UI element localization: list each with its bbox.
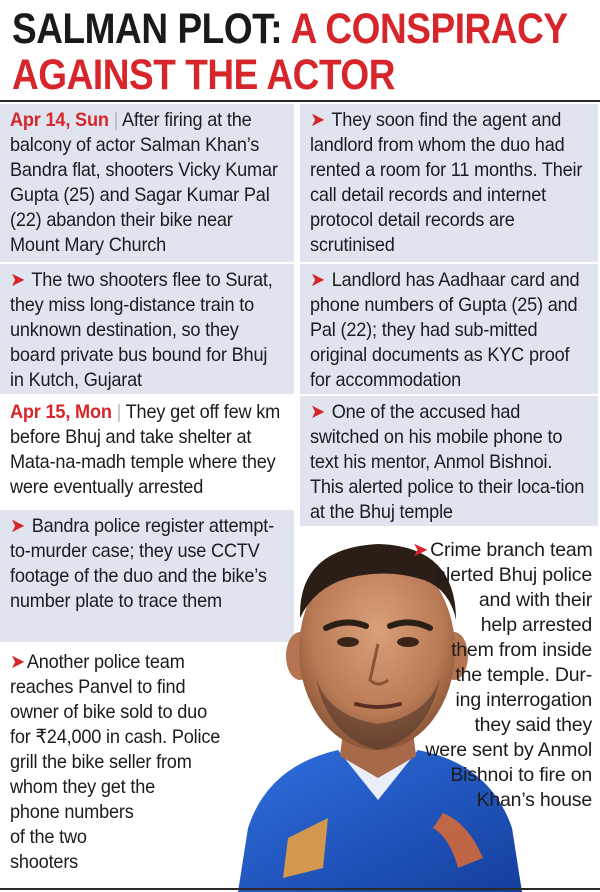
header-divider	[0, 100, 600, 102]
entry-line-4: help arrested	[480, 614, 592, 636]
timeline-entry-1	[0, 104, 294, 262]
arrow-icon: ➤	[310, 401, 326, 423]
arrow-icon: ➤	[412, 539, 429, 561]
entry-line-9: shooters	[10, 851, 79, 873]
entry-line-5: grill the bike seller from	[10, 751, 192, 773]
entry-line-8: of the two	[10, 826, 87, 848]
arrow-icon: ➤	[10, 515, 26, 537]
entry-line-3: and with their	[478, 589, 592, 611]
entry-line-7: ing interrogation	[455, 689, 592, 711]
headline	[12, 5, 568, 99]
entry-line-10: Bishnoi to fire on	[450, 764, 592, 786]
entry-date: Apr 14, Sun	[10, 109, 109, 131]
entry-text: After firing at the balcony of actor Salman Khan’s Bandra flat, shooters Vicky Kumar Gupta (25) and Sagar Kumar Pal (22) abandon their bike near Mount Mary Church	[10, 109, 278, 256]
entry-line-2: reaches Panvel to find	[10, 676, 186, 698]
bottom-divider	[0, 888, 600, 890]
timeline-entry-7	[300, 264, 598, 394]
entry-line-5: them from inside	[451, 639, 592, 661]
entry-line-6: whom they get the	[10, 776, 156, 798]
arrow-icon: ➤	[310, 269, 326, 291]
entry-line-9: were sent by Anmol	[425, 739, 592, 761]
entry-text: The two shooters flee to Surat, they miss long-distance train to unknown destination, so they board private bus bound for Bhuj in Kutch, Gujarat	[10, 269, 273, 391]
date-separator: |	[113, 109, 119, 131]
headline-line2: AGAINST THE ACTOR	[12, 51, 396, 99]
entry-text: They soon find the agent and landlord from whom the duo had rented a room for 11 months. Their call detail records and internet protocol detail records are scrutinised	[310, 109, 583, 256]
entry-line-1: ➤Another police team	[10, 651, 185, 673]
arrow-icon: ➤	[10, 269, 26, 291]
entry-line-2: alerted Bhuj police	[435, 564, 592, 586]
headline-part2: A CONSPIRACY	[290, 5, 568, 53]
timeline-entry-9	[412, 538, 592, 813]
entry-line-3: owner of bike sold to duo	[10, 701, 207, 723]
entry-line-11: Khan’s house	[476, 789, 592, 811]
entry-line-8: they said they	[474, 714, 592, 736]
entry-line-6: the temple. Dur-	[455, 664, 592, 686]
date-separator: |	[116, 401, 122, 423]
header	[0, 0, 600, 100]
entry-line-7: phone numbers	[10, 801, 134, 823]
timeline-entry-2	[0, 264, 294, 394]
timeline-entry-6	[300, 104, 598, 262]
headline-part1: SALMAN PLOT:	[12, 5, 291, 53]
entry-line-1: ➤ Crime branch team	[412, 539, 593, 561]
entry-text: One of the accused had switched on his mobile phone to text his mentor, Anmol Bishnoi. This alerted police to their loca-tion at the Bhuj temple	[310, 401, 585, 523]
entry-text: They get off few km before Bhuj and take shelter at Mata-na-madh temple where they were eventually arrested	[10, 401, 281, 498]
entry-date: Apr 15, Mon	[10, 401, 112, 423]
entry-line-4: for ₹24,000 in cash. Police	[10, 726, 221, 748]
timeline-entry-8	[300, 396, 598, 526]
arrow-icon: ➤	[10, 651, 26, 673]
timeline-entry-3	[0, 396, 294, 508]
entry-text: Bandra police register attempt-to-murder case; they use CCTV footage of the duo and the bike’s number plate to trace them	[10, 515, 274, 612]
arrow-icon: ➤	[310, 109, 326, 131]
entry-text: Landlord has Aadhaar card and phone numbers of Gupta (25) and Pal (22); they had sub-mitted original documents as KYC proof for accommodation	[310, 269, 580, 391]
